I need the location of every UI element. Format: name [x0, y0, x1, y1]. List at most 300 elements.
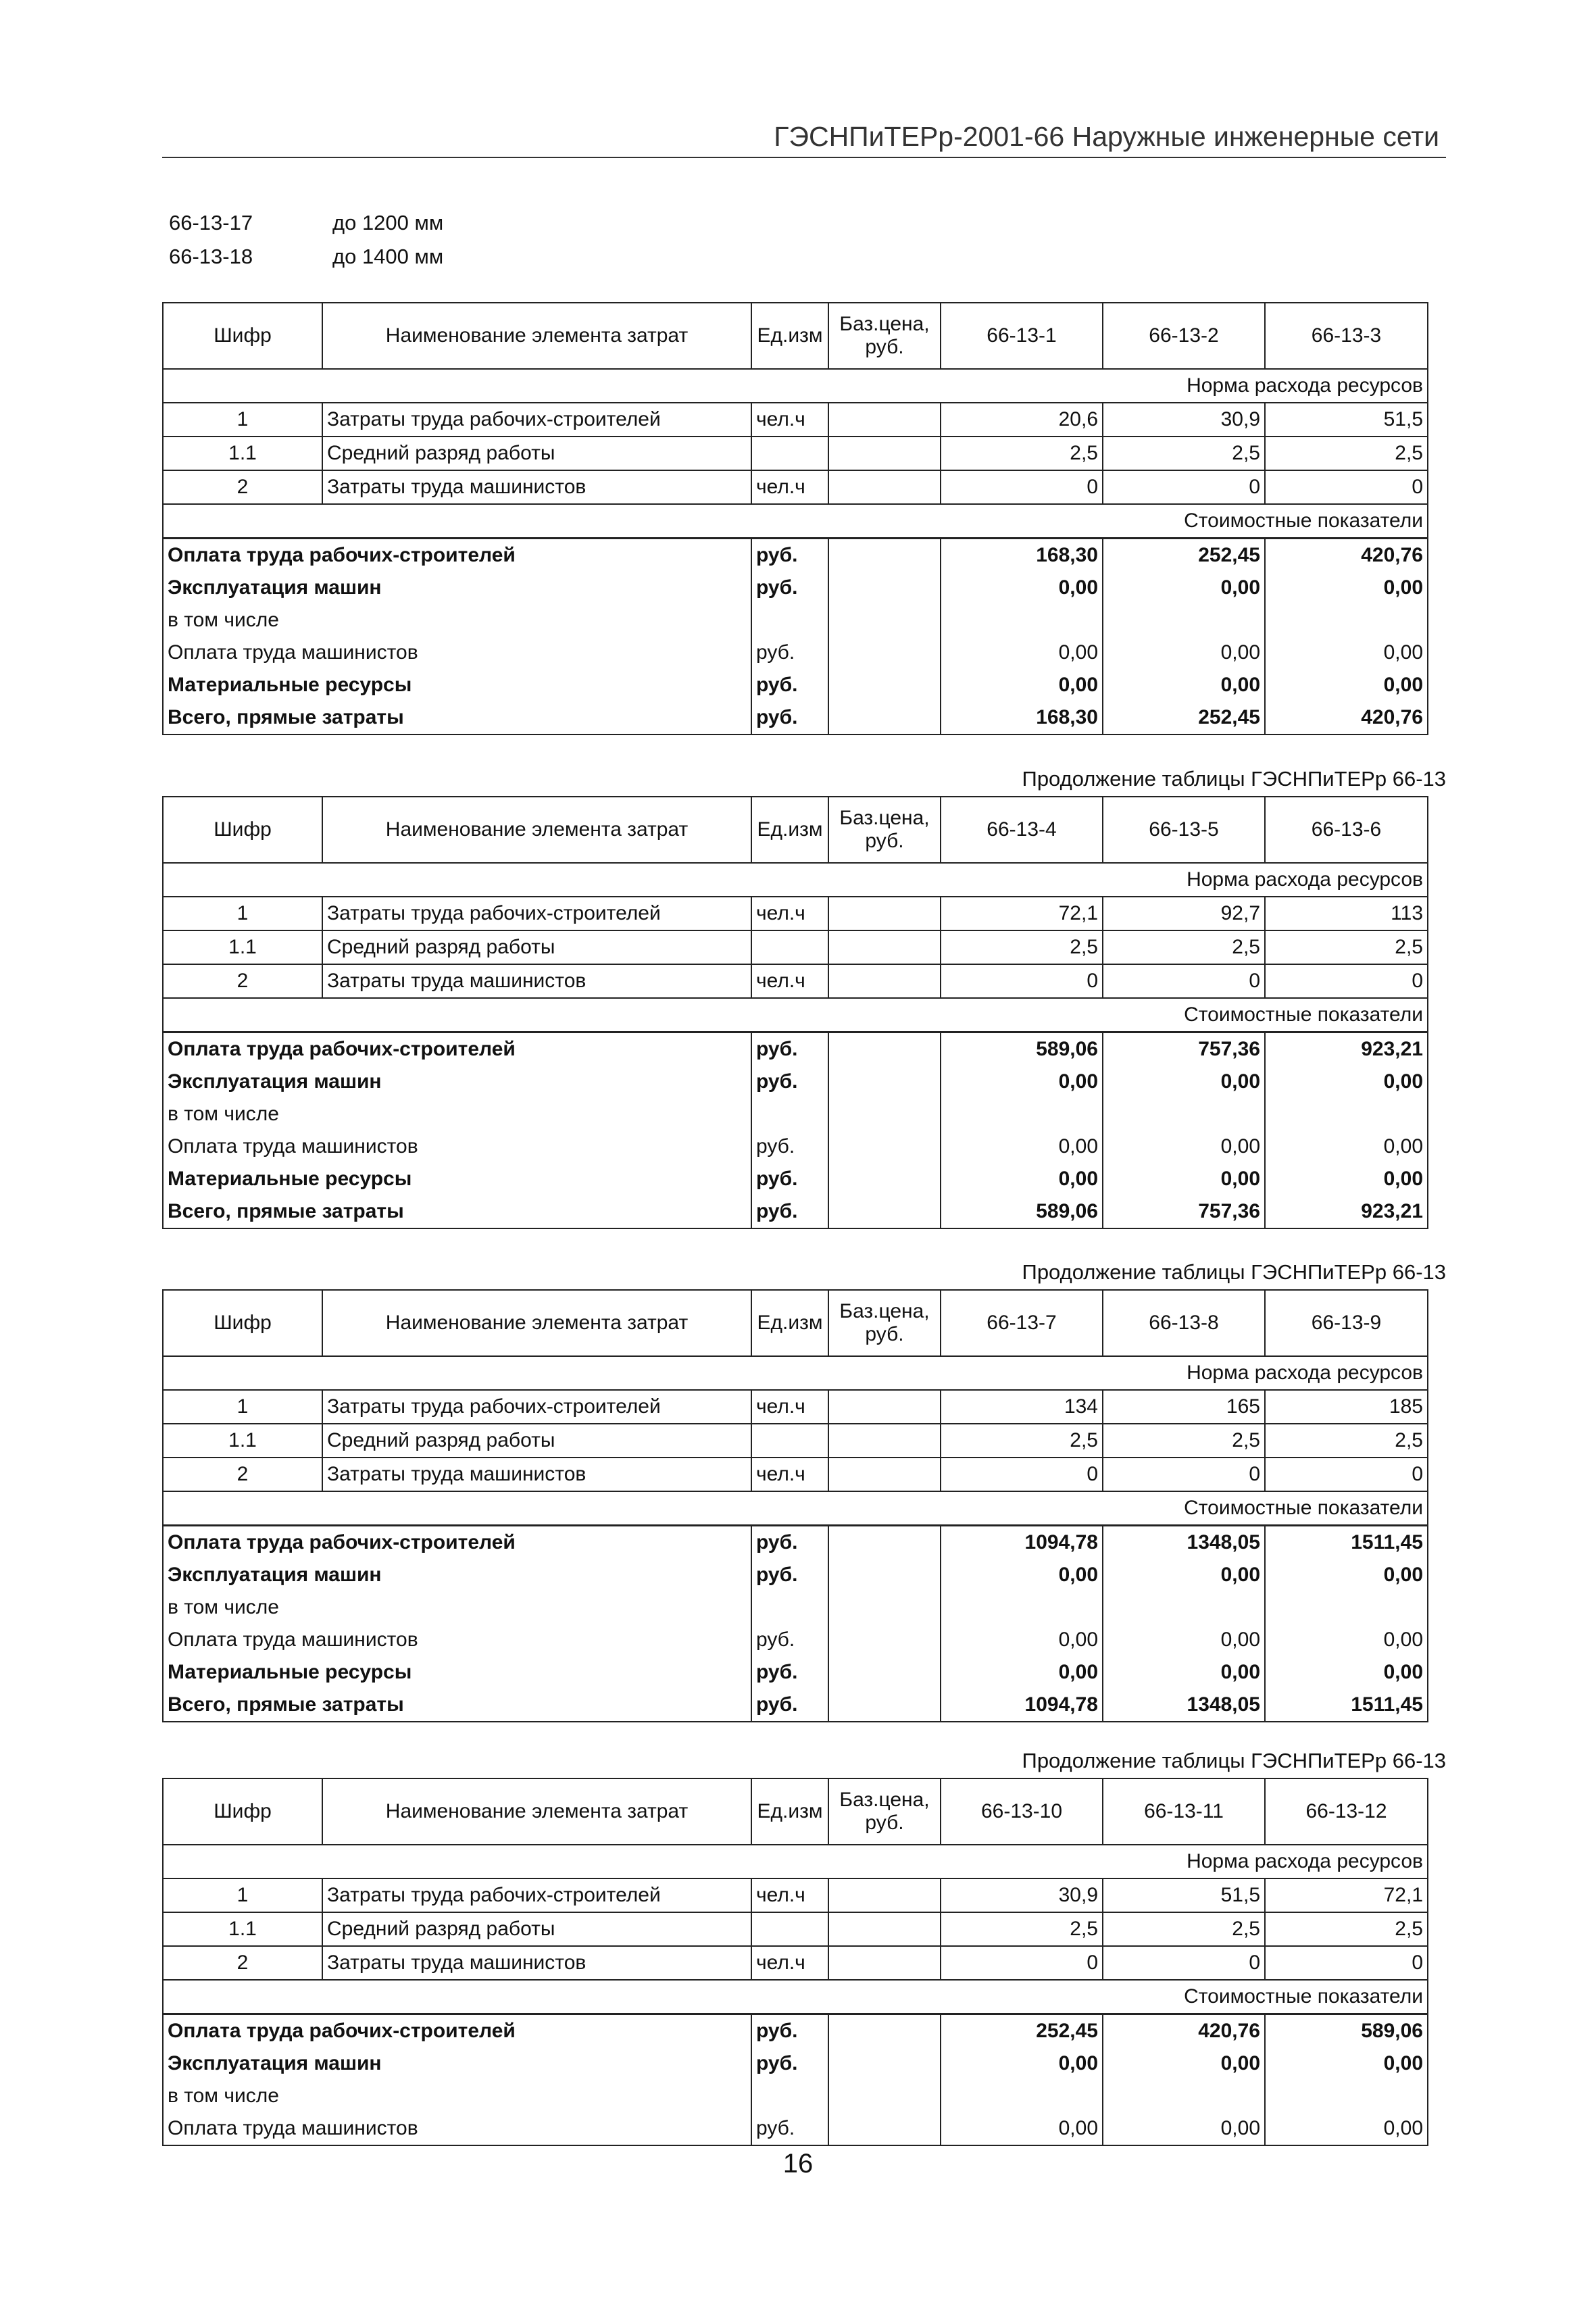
row-price: [828, 1066, 941, 1098]
row-name: Оплата труда рабочих-строителей: [163, 1526, 751, 1560]
section-costs-label: Стоимостные показатели: [163, 504, 1428, 539]
row-name: в том числе: [163, 604, 751, 637]
row-index: 1.1: [163, 1912, 322, 1946]
section-norms-label: Норма расхода ресурсов: [163, 863, 1428, 897]
cell-value: 0: [941, 1458, 1103, 1491]
cell-value: 0,00: [1265, 1130, 1428, 1163]
diameter-code: 66-13-17: [169, 211, 253, 234]
row-price: [828, 1195, 941, 1228]
row-name: Затраты труда рабочих-строителей: [322, 1878, 751, 1912]
diameter-list: [169, 206, 443, 274]
row-price: [828, 637, 941, 669]
row-price: [828, 403, 941, 437]
row-name: Оплата труда машинистов: [163, 637, 751, 669]
cell-value: 757,36: [1103, 1195, 1265, 1228]
row-price: [828, 1032, 941, 1066]
section-row: [163, 1980, 1428, 2014]
col-header-code: 66-13-6: [1265, 797, 1428, 863]
cell-value: 420,76: [1265, 701, 1428, 735]
cell-value: 0,00: [941, 1559, 1103, 1591]
row-index: 1: [163, 1390, 322, 1424]
col-header-name: Наименование элемента затрат: [322, 1290, 751, 1356]
table-row: [163, 403, 1428, 437]
row-unit: [751, 1424, 828, 1458]
table-row: [163, 964, 1428, 998]
col-header-code: 66-13-11: [1103, 1778, 1265, 1845]
row-price: [828, 1424, 941, 1458]
cell-value: 2,5: [1103, 1424, 1265, 1458]
cell-value: 0,00: [941, 2112, 1103, 2145]
row-price: [828, 897, 941, 930]
cell-value: 2,5: [1265, 930, 1428, 964]
cell-value: 72,1: [1265, 1878, 1428, 1912]
cell-value: 0,00: [1103, 1066, 1265, 1098]
row-unit: чел.ч: [751, 964, 828, 998]
diameter-label: до 1400 мм: [332, 245, 444, 268]
cell-value: 134: [941, 1390, 1103, 1424]
cell-value: 0: [1103, 470, 1265, 504]
col-header-code: 66-13-8: [1103, 1290, 1265, 1356]
row-unit: чел.ч: [751, 1946, 828, 1980]
cell-value: 252,45: [1103, 539, 1265, 572]
cell-value: 757,36: [1103, 1032, 1265, 1066]
table-row: [163, 1559, 1428, 1591]
row-unit: чел.ч: [751, 897, 828, 930]
row-unit: руб.: [751, 1526, 828, 1560]
row-unit: чел.ч: [751, 403, 828, 437]
cell-value: 1511,45: [1265, 1689, 1428, 1722]
row-price: [828, 1098, 941, 1130]
row-name: Средний разряд работы: [322, 437, 751, 470]
cell-value: [941, 1591, 1103, 1624]
row-unit: руб.: [751, 1163, 828, 1195]
table-header-row: [163, 1290, 1428, 1356]
row-price: [828, 1526, 941, 1560]
cell-value: 0: [1103, 964, 1265, 998]
row-price: [828, 1656, 941, 1689]
cell-value: 30,9: [1103, 403, 1265, 437]
row-price: [828, 1689, 941, 1722]
diameter-code: 66-13-18: [169, 245, 253, 268]
table-header-row: [163, 1778, 1428, 1845]
row-price: [828, 930, 941, 964]
cell-value: 51,5: [1265, 403, 1428, 437]
cell-value: 0,00: [941, 2047, 1103, 2080]
cell-value: 0,00: [941, 1656, 1103, 1689]
row-index: 2: [163, 1946, 322, 1980]
section-row: [163, 504, 1428, 539]
row-unit: руб.: [751, 2112, 828, 2145]
cell-value: 589,06: [941, 1195, 1103, 1228]
cell-value: [1103, 1098, 1265, 1130]
col-header-code: 66-13-9: [1265, 1290, 1428, 1356]
diameter-label: до 1200 мм: [332, 211, 444, 234]
row-price: [828, 1624, 941, 1656]
table-row: [163, 2080, 1428, 2112]
continuation-caption: Продолжение таблицы ГЭСНПиТЕРр 66-13: [1022, 767, 1446, 791]
row-price: [828, 1591, 941, 1624]
cell-value: 923,21: [1265, 1195, 1428, 1228]
continuation-caption: Продолжение таблицы ГЭСНПиТЕРр 66-13: [1022, 1260, 1446, 1284]
cell-value: 252,45: [1103, 701, 1265, 735]
table-row: [163, 1946, 1428, 1980]
cell-value: 0,00: [1103, 1130, 1265, 1163]
section-row: [163, 998, 1428, 1032]
row-index: 2: [163, 964, 322, 998]
table-row: [163, 1130, 1428, 1163]
row-price: [828, 572, 941, 604]
cell-value: [941, 1098, 1103, 1130]
cell-value: 0,00: [941, 669, 1103, 701]
col-header-unit: Ед.изм: [751, 1290, 828, 1356]
cell-value: 2,5: [1265, 437, 1428, 470]
section-row: [163, 369, 1428, 403]
diameter-row: [169, 240, 443, 274]
col-header-code: 66-13-1: [941, 303, 1103, 369]
table-row: [163, 539, 1428, 572]
cost-table-3: [162, 1289, 1428, 1722]
table-row: [163, 1066, 1428, 1098]
col-header-unit: Ед.изм: [751, 303, 828, 369]
document-header: [162, 119, 1446, 158]
cell-value: 0: [1265, 1946, 1428, 1980]
cell-value: 92,7: [1103, 897, 1265, 930]
table-row: [163, 1656, 1428, 1689]
row-index: 1: [163, 1878, 322, 1912]
row-unit: руб.: [751, 1624, 828, 1656]
section-row: [163, 1845, 1428, 1878]
row-price: [828, 1458, 941, 1491]
col-header-unit: Ед.изм: [751, 797, 828, 863]
cell-value: 30,9: [941, 1878, 1103, 1912]
cell-value: 923,21: [1265, 1032, 1428, 1066]
row-unit: чел.ч: [751, 1458, 828, 1491]
cell-value: 0: [941, 964, 1103, 998]
cell-value: 0,00: [1103, 1559, 1265, 1591]
row-price: [828, 604, 941, 637]
cell-value: [1265, 1591, 1428, 1624]
row-index: 1.1: [163, 930, 322, 964]
table-row: [163, 1163, 1428, 1195]
row-unit: [751, 930, 828, 964]
diameter-row: [169, 206, 443, 240]
col-header-price: Баз.цена, руб.: [828, 797, 941, 863]
cell-value: 252,45: [941, 2014, 1103, 2048]
row-unit: руб.: [751, 1195, 828, 1228]
cell-value: 589,06: [1265, 2014, 1428, 2048]
row-name: Затраты труда машинистов: [322, 964, 751, 998]
col-header-price: Баз.цена, руб.: [828, 303, 941, 369]
cell-value: 0: [1103, 1458, 1265, 1491]
cell-value: 0,00: [1265, 1559, 1428, 1591]
cell-value: 1348,05: [1103, 1526, 1265, 1560]
cost-table-4: [162, 1778, 1428, 2146]
cell-value: 420,76: [1265, 539, 1428, 572]
row-index: 2: [163, 1458, 322, 1491]
row-price: [828, 1878, 941, 1912]
table-row: [163, 2047, 1428, 2080]
cell-value: 0,00: [941, 1624, 1103, 1656]
table-row: [163, 701, 1428, 735]
table-row: [163, 1689, 1428, 1722]
row-price: [828, 1130, 941, 1163]
row-unit: чел.ч: [751, 1878, 828, 1912]
cell-value: [1103, 2080, 1265, 2112]
cell-value: 0,00: [1265, 2047, 1428, 2080]
row-name: Затраты труда машинистов: [322, 470, 751, 504]
row-unit: руб.: [751, 637, 828, 669]
row-unit: руб.: [751, 669, 828, 701]
cell-value: [1103, 604, 1265, 637]
row-unit: руб.: [751, 2014, 828, 2048]
cell-value: [1265, 1098, 1428, 1130]
row-unit: руб.: [751, 539, 828, 572]
row-name: Материальные ресурсы: [163, 1656, 751, 1689]
row-name: Эксплуатация машин: [163, 1066, 751, 1098]
table-row: [163, 1458, 1428, 1491]
table-row: [163, 1390, 1428, 1424]
col-header-code: 66-13-2: [1103, 303, 1265, 369]
row-unit: руб.: [751, 1066, 828, 1098]
table-row: [163, 2014, 1428, 2048]
table-row: [163, 1591, 1428, 1624]
cell-value: 0,00: [1103, 1163, 1265, 1195]
table-row: [163, 572, 1428, 604]
row-name: Оплата труда рабочих-строителей: [163, 2014, 751, 2048]
row-price: [828, 701, 941, 735]
table-row: [163, 637, 1428, 669]
row-price: [828, 1912, 941, 1946]
table-row: [163, 1032, 1428, 1066]
cell-value: 589,06: [941, 1032, 1103, 1066]
row-price: [828, 437, 941, 470]
cell-value: 0,00: [1265, 637, 1428, 669]
section-costs-label: Стоимостные показатели: [163, 1980, 1428, 2014]
cell-value: 420,76: [1103, 2014, 1265, 2048]
col-header-price: Баз.цена, руб.: [828, 1778, 941, 1845]
table-row: [163, 669, 1428, 701]
row-name: Средний разряд работы: [322, 1424, 751, 1458]
row-price: [828, 2112, 941, 2145]
cell-value: 0,00: [1265, 1066, 1428, 1098]
col-header-shifr: Шифр: [163, 1778, 322, 1845]
row-name: Эксплуатация машин: [163, 572, 751, 604]
table-row: [163, 1195, 1428, 1228]
section-costs-label: Стоимостные показатели: [163, 998, 1428, 1032]
row-name: Материальные ресурсы: [163, 669, 751, 701]
cell-value: 0,00: [1103, 572, 1265, 604]
row-unit: руб.: [751, 572, 828, 604]
row-price: [828, 1946, 941, 1980]
cell-value: 1094,78: [941, 1689, 1103, 1722]
cell-value: 0: [1265, 470, 1428, 504]
col-header-code: 66-13-7: [941, 1290, 1103, 1356]
cell-value: 113: [1265, 897, 1428, 930]
row-name: в том числе: [163, 2080, 751, 2112]
col-header-code: 66-13-10: [941, 1778, 1103, 1845]
cell-value: [941, 604, 1103, 637]
cell-value: 1094,78: [941, 1526, 1103, 1560]
cell-value: 2,5: [1103, 930, 1265, 964]
row-name: Затраты труда рабочих-строителей: [322, 897, 751, 930]
table-row: [163, 470, 1428, 504]
row-unit: [751, 1912, 828, 1946]
cell-value: 72,1: [941, 897, 1103, 930]
row-price: [828, 1559, 941, 1591]
row-name: Оплата труда рабочих-строителей: [163, 1032, 751, 1066]
cell-value: 0,00: [941, 1066, 1103, 1098]
row-price: [828, 2080, 941, 2112]
row-index: 1.1: [163, 1424, 322, 1458]
row-index: 2: [163, 470, 322, 504]
row-unit: руб.: [751, 1689, 828, 1722]
cell-value: 0,00: [1103, 2047, 1265, 2080]
cell-value: 0,00: [1265, 572, 1428, 604]
row-price: [828, 1390, 941, 1424]
section-row: [163, 863, 1428, 897]
row-name: в том числе: [163, 1591, 751, 1624]
cell-value: 0,00: [1265, 1656, 1428, 1689]
cell-value: 0,00: [941, 637, 1103, 669]
cell-value: 0,00: [1103, 2112, 1265, 2145]
row-price: [828, 2014, 941, 2048]
cell-value: 2,5: [941, 437, 1103, 470]
row-unit: [751, 1591, 828, 1624]
row-index: 1: [163, 403, 322, 437]
cost-table-1: [162, 302, 1428, 735]
table-row: [163, 1878, 1428, 1912]
col-header-name: Наименование элемента затрат: [322, 797, 751, 863]
page-number: 16: [782, 2149, 814, 2179]
row-unit: [751, 1098, 828, 1130]
cell-value: [1103, 1591, 1265, 1624]
row-name: Оплата труда машинистов: [163, 2112, 751, 2145]
section-norms-label: Норма расхода ресурсов: [163, 1356, 1428, 1390]
row-unit: руб.: [751, 1032, 828, 1066]
cell-value: 185: [1265, 1390, 1428, 1424]
cell-value: 0,00: [1103, 637, 1265, 669]
row-name: Оплата труда рабочих-строителей: [163, 539, 751, 572]
col-header-code: 66-13-5: [1103, 797, 1265, 863]
cell-value: 1511,45: [1265, 1526, 1428, 1560]
cell-value: 0: [941, 1946, 1103, 1980]
row-name: Всего, прямые затраты: [163, 1689, 751, 1722]
section-row: [163, 1491, 1428, 1526]
cell-value: 0,00: [1103, 1656, 1265, 1689]
row-unit: чел.ч: [751, 1390, 828, 1424]
row-price: [828, 669, 941, 701]
cell-value: 2,5: [941, 1912, 1103, 1946]
cell-value: 2,5: [941, 930, 1103, 964]
cell-value: [1265, 604, 1428, 637]
cell-value: 20,6: [941, 403, 1103, 437]
table-row: [163, 1912, 1428, 1946]
row-unit: руб.: [751, 701, 828, 735]
header-title: ГЭСНПиТЕРр-2001-66 Наружные инженерные сети: [774, 121, 1439, 152]
row-price: [828, 1163, 941, 1195]
row-index: 1: [163, 897, 322, 930]
section-norms-label: Норма расхода ресурсов: [163, 369, 1428, 403]
cell-value: 0,00: [1265, 669, 1428, 701]
row-name: Средний разряд работы: [322, 1912, 751, 1946]
cell-value: 0,00: [1103, 669, 1265, 701]
cell-value: 0: [1265, 964, 1428, 998]
cell-value: 2,5: [941, 1424, 1103, 1458]
table-row: [163, 930, 1428, 964]
col-header-unit: Ед.изм: [751, 1778, 828, 1845]
section-row: [163, 1356, 1428, 1390]
row-unit: руб.: [751, 2047, 828, 2080]
table-row: [163, 1098, 1428, 1130]
cell-value: 2,5: [1265, 1912, 1428, 1946]
cell-value: 0,00: [941, 572, 1103, 604]
row-name: Материальные ресурсы: [163, 1163, 751, 1195]
cost-table-2: [162, 796, 1428, 1229]
row-price: [828, 539, 941, 572]
row-price: [828, 964, 941, 998]
row-name: Затраты труда рабочих-строителей: [322, 403, 751, 437]
cell-value: 0: [1103, 1946, 1265, 1980]
col-header-name: Наименование элемента затрат: [322, 303, 751, 369]
row-unit: руб.: [751, 1130, 828, 1163]
row-price: [828, 2047, 941, 2080]
table-row: [163, 1526, 1428, 1560]
cell-value: 2,5: [1265, 1424, 1428, 1458]
row-unit: [751, 437, 828, 470]
cell-value: 51,5: [1103, 1878, 1265, 1912]
cell-value: 2,5: [1103, 1912, 1265, 1946]
table-row: [163, 1424, 1428, 1458]
row-name: Эксплуатация машин: [163, 2047, 751, 2080]
col-header-name: Наименование элемента затрат: [322, 1778, 751, 1845]
row-unit: руб.: [751, 1559, 828, 1591]
section-norms-label: Норма расхода ресурсов: [163, 1845, 1428, 1878]
row-unit: [751, 2080, 828, 2112]
col-header-shifr: Шифр: [163, 797, 322, 863]
cell-value: 0,00: [1103, 1624, 1265, 1656]
row-name: Затраты труда машинистов: [322, 1946, 751, 1980]
cell-value: 0,00: [1265, 2112, 1428, 2145]
col-header-code: 66-13-3: [1265, 303, 1428, 369]
table-row: [163, 437, 1428, 470]
col-header-price: Баз.цена, руб.: [828, 1290, 941, 1356]
continuation-caption: Продолжение таблицы ГЭСНПиТЕРр 66-13: [1022, 1749, 1446, 1772]
row-name: Затраты труда рабочих-строителей: [322, 1390, 751, 1424]
row-index: 1.1: [163, 437, 322, 470]
cell-value: 0,00: [941, 1130, 1103, 1163]
table-row: [163, 1624, 1428, 1656]
table-row: [163, 2112, 1428, 2145]
cell-value: 0,00: [1265, 1163, 1428, 1195]
cell-value: 168,30: [941, 701, 1103, 735]
row-name: Оплата труда машинистов: [163, 1624, 751, 1656]
cell-value: [941, 2080, 1103, 2112]
row-name: в том числе: [163, 1098, 751, 1130]
row-unit: [751, 604, 828, 637]
cell-value: 165: [1103, 1390, 1265, 1424]
section-costs-label: Стоимостные показатели: [163, 1491, 1428, 1526]
table-header-row: [163, 797, 1428, 863]
col-header-code: 66-13-12: [1265, 1778, 1428, 1845]
cell-value: 0,00: [1265, 1624, 1428, 1656]
row-name: Эксплуатация машин: [163, 1559, 751, 1591]
cell-value: 168,30: [941, 539, 1103, 572]
row-price: [828, 470, 941, 504]
row-name: Всего, прямые затраты: [163, 1195, 751, 1228]
table-row: [163, 897, 1428, 930]
cell-value: 0,00: [941, 1163, 1103, 1195]
table-row: [163, 604, 1428, 637]
